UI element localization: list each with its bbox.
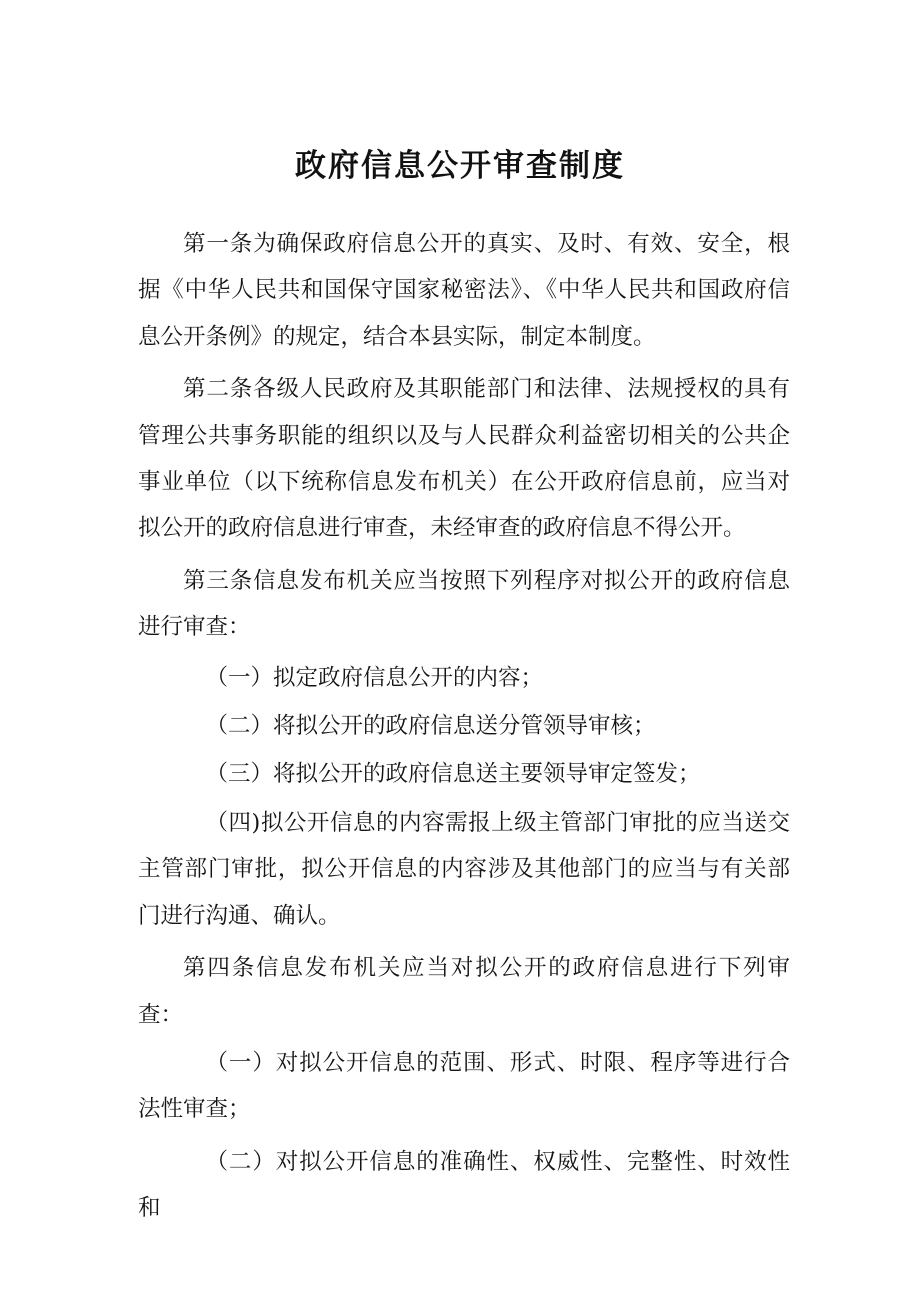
article-3-item-3: （三）将拟公开的政府信息送主要领导审定签发； <box>205 761 701 788</box>
document-body <box>138 221 790 1232</box>
article-3-paragraph: 第三条信息发布机关应当按照下列程序对拟公开的政府信息进行审查： <box>138 567 790 641</box>
article-3-item-2: （二）将拟公开的政府信息送分管领导审核； <box>205 713 656 740</box>
article-1-paragraph: 第一条为确保政府信息公开的真实、及时、有效、安全，根据《中华人民共和国保守国家秘密法》、《中华人民共和国政府信息公开条例》的规定，结合本县实际，制定本制度。 <box>138 231 790 350</box>
article-4-item-1: （一）对拟公开信息的范围、形式、时限、程序等进行合法性审查； <box>138 1049 790 1123</box>
document-title: 政府信息公开审查制度 <box>295 148 625 184</box>
article-4-item-2: （二）对拟公开信息的准确性、权威性、完整性、时效性和 <box>138 1148 790 1222</box>
article-3-item-1: （一）拟定政府信息公开的内容； <box>205 664 544 691</box>
article-3-item-4: （四)拟公开信息的内容需报上级主管部门审批的应当送交主管部门审批，拟公开信息的内容涉及其他部门的应当与有关部门进行沟通、确认。 <box>138 809 790 929</box>
article-2-paragraph: 第二条各级人民政府及其职能部门和法律、法规授权的具有管理公共事务职能的组织以及与人民群众利益密切相关的公共企事业单位（以下统称信息发布机关）在公开政府信息前，应当对拟公开的政府信息进行审查，未经审查的政府信息不得公开。 <box>138 376 790 542</box>
article-4-paragraph: 第四条信息发布机关应当对拟公开的政府信息进行下列审查： <box>138 955 790 1028</box>
